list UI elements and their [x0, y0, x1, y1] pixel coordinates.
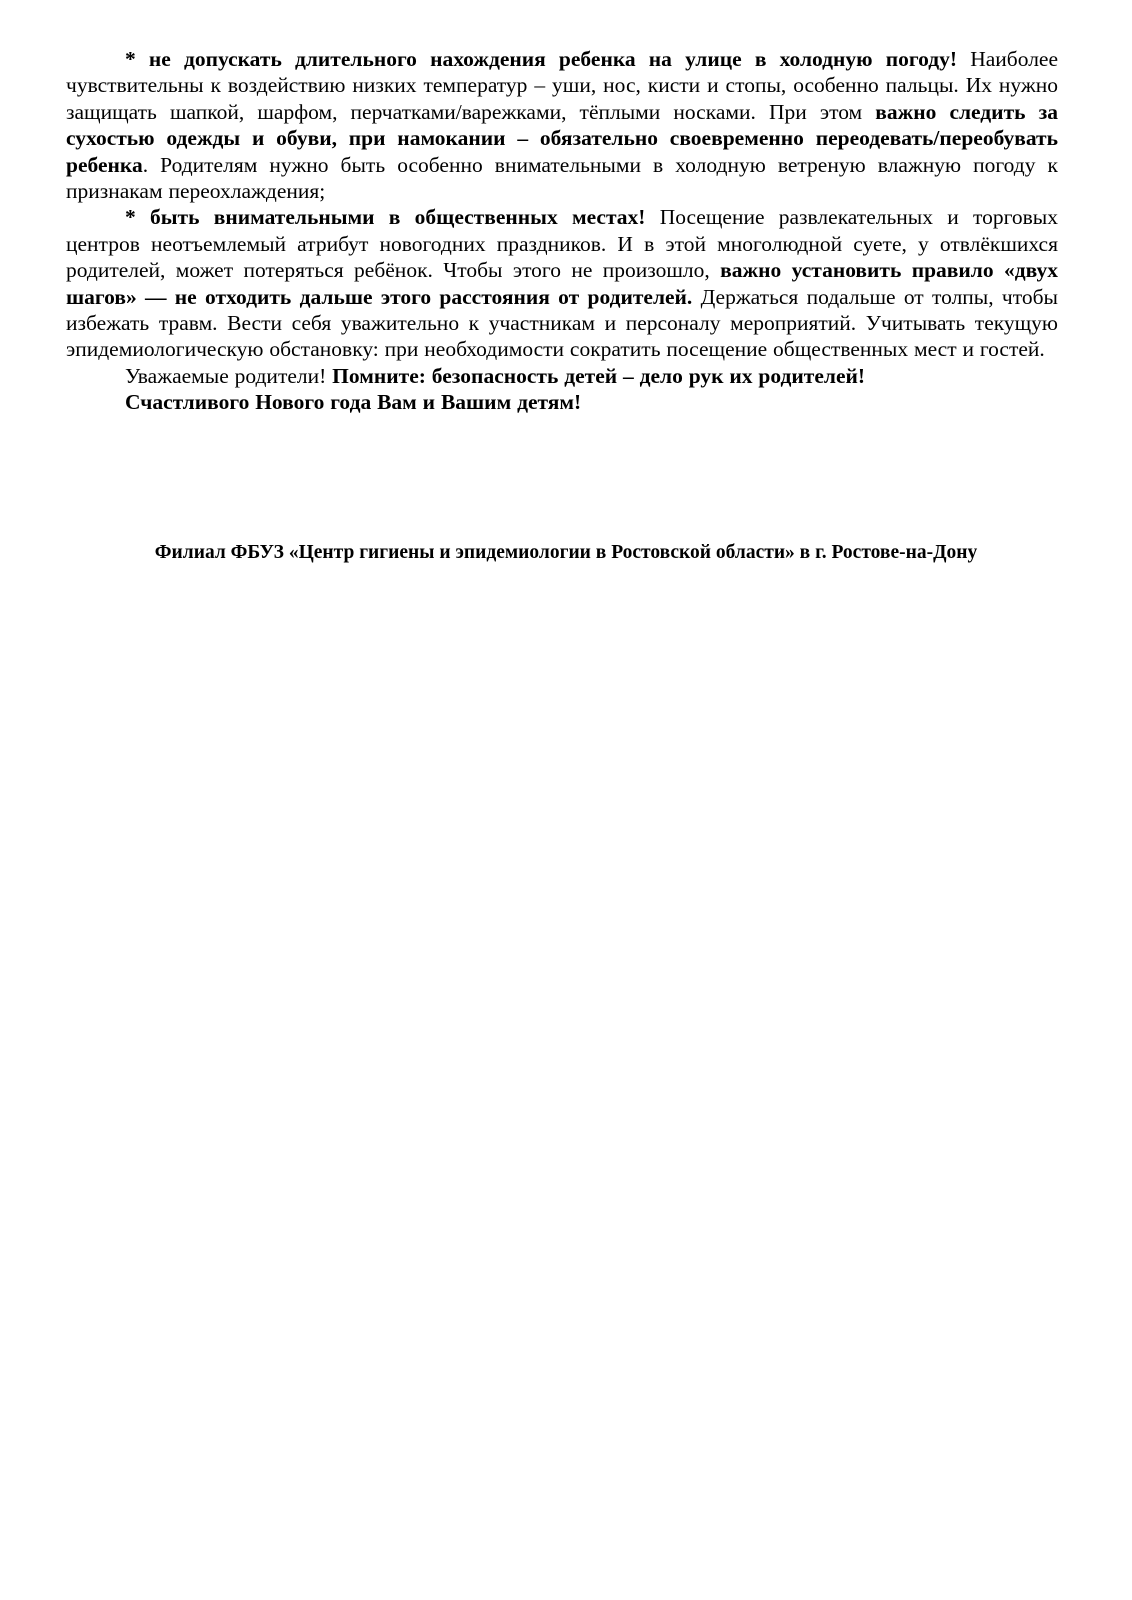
- paragraph-run: * не допускать длительного нахождения ребенка на улице в холодную погоду!: [125, 47, 958, 71]
- footer-organization: Филиал ФБУЗ «Центр гигиены и эпидемиологии в Ростовской области» в г. Ростове-на-Дону: [154, 542, 978, 563]
- paragraph-run: Держаться подальше от толпы, чтобы избежать травм. Вести себя уважительно к участникам и персоналу мероприятий. Учитывать текущую эпидемиологическую обстановку: при необходимости сократить посещение общественных мест и гостей.: [66, 284, 1058, 362]
- paragraph-public-places: [66, 204, 1058, 362]
- paragraph-run: Наиболее чувствительны к воздействию низких температур – уши, нос, кисти и стопы, особенно пальцы. Их нужно защищать шапкой, шарфом, перчатками/варежками, тёплыми носками. При этом: [66, 47, 1059, 124]
- paragraph-run: Посещение развлекательных и торговых центров неотъемлемый атрибут новогодних праздников. И в этой многолюдной суете, у отвлёкшихся родителей, может потеряться ребёнок. Чтобы этого не произошло,: [66, 205, 1058, 283]
- closing-line-greeting: [66, 389, 1058, 415]
- paragraph-run: . Родителям нужно быть особенно внимательными в холодную ветреную влажную погоду к признакам переохлаждения;: [66, 152, 1058, 204]
- document-body: [66, 46, 1058, 416]
- paragraph-run: Счастливого Нового года Вам и Вашим детям!: [125, 390, 582, 415]
- paragraph-cold-weather: [66, 46, 1058, 204]
- paragraph-run: Помните: безопасность детей – дело рук их родителей!: [332, 363, 866, 388]
- paragraph-run: важно следить за сухостью одежды и обуви, при намокании – обязательно своевременно переодевать/переобувать ребенка: [66, 99, 1058, 177]
- paragraph-run: Уважаемые родители!: [125, 363, 333, 388]
- paragraph-run: * быть внимательными в общественных местах!: [125, 205, 646, 230]
- paragraph-run: важно установить правило «двух шагов» — не отходить дальше этого расстояния от родителей.: [66, 258, 1058, 309]
- closing-line-reminder: [66, 363, 1058, 389]
